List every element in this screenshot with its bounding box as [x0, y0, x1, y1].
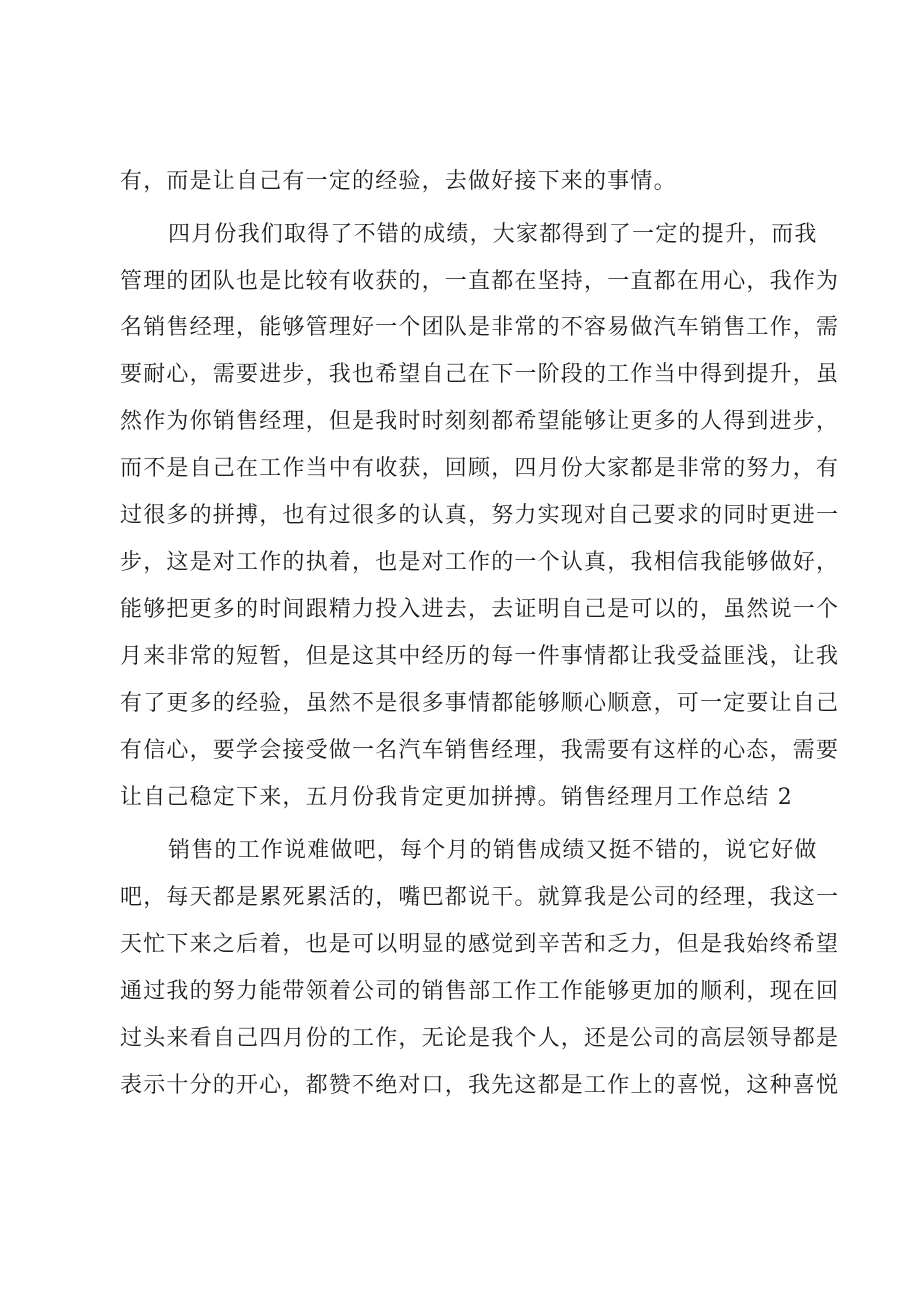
text-line: 通过我的努力能带领着公司的销售部工作工作能够更加的顺利，现在回 [120, 979, 840, 1004]
text-line: 要耐心，需要进步，我也希望自己在下一阶段的工作当中得到提升，虽 [120, 362, 840, 387]
text-line: 月来非常的短暂，但是这其中经历的每一件事情都让我受益匪浅，让我 [120, 644, 840, 669]
text-line: 能够把更多的时间跟精力投入进去，去证明自己是可以的，虽然说一个 [120, 597, 840, 622]
text-line: 过头来看自己四月份的工作，无论是我个人，还是公司的高层领导都是 [120, 1026, 840, 1051]
text-line: 然作为你销售经理，但是我时时刻刻都希望能够让更多的人得到进步， [120, 409, 840, 434]
text-line: 步，这是对工作的执着，也是对工作的一个认真，我相信我能够做好， [120, 550, 840, 575]
text-line: 而不是自己在工作当中有收获，回顾，四月份大家都是非常的努力，有 [120, 456, 840, 481]
text-line: 有了更多的经验，虽然不是很多事情都能够顺心顺意，可一定要让自己 [120, 691, 840, 716]
text-line: 让自己稳定下来，五月份我肯定更加拼搏。销售经理月工作总结 2 [120, 785, 793, 810]
text-line: 有，而是让自己有一定的经验，去做好接下来的事情。 [120, 169, 677, 194]
text-line: 表示十分的开心，都赞不绝对口，我先这都是工作上的喜悦，这种喜悦 [120, 1073, 840, 1098]
text-line: 管理的团队也是比较有收获的，一直都在坚持，一直都在用心，我作为 [120, 269, 840, 294]
text-line: 过很多的拼搏，也有过很多的认真，努力实现对自己要求的同时更进一 [120, 503, 840, 528]
text-line: 吧，每天都是累死累活的，嘴巴都说干。就算我是公司的经理，我这一 [120, 885, 840, 910]
text-line: 天忙下来之后着，也是可以明显的感觉到辛苦和乏力，但是我始终希望 [120, 932, 840, 957]
paragraph-first-line: 销售的工作说难做吧，每个月的销售成绩又挺不错的，说它好做 [168, 838, 818, 863]
text-line: 名销售经理，能够管理好一个团队是非常的不容易做汽车销售工作，需 [120, 315, 840, 340]
text-line: 有信心，要学会接受做一名汽车销售经理，我需要有这样的心态，需要 [120, 738, 840, 763]
paragraph-first-line: 四月份我们取得了不错的成绩，大家都得到了一定的提升，而我 [168, 222, 818, 247]
